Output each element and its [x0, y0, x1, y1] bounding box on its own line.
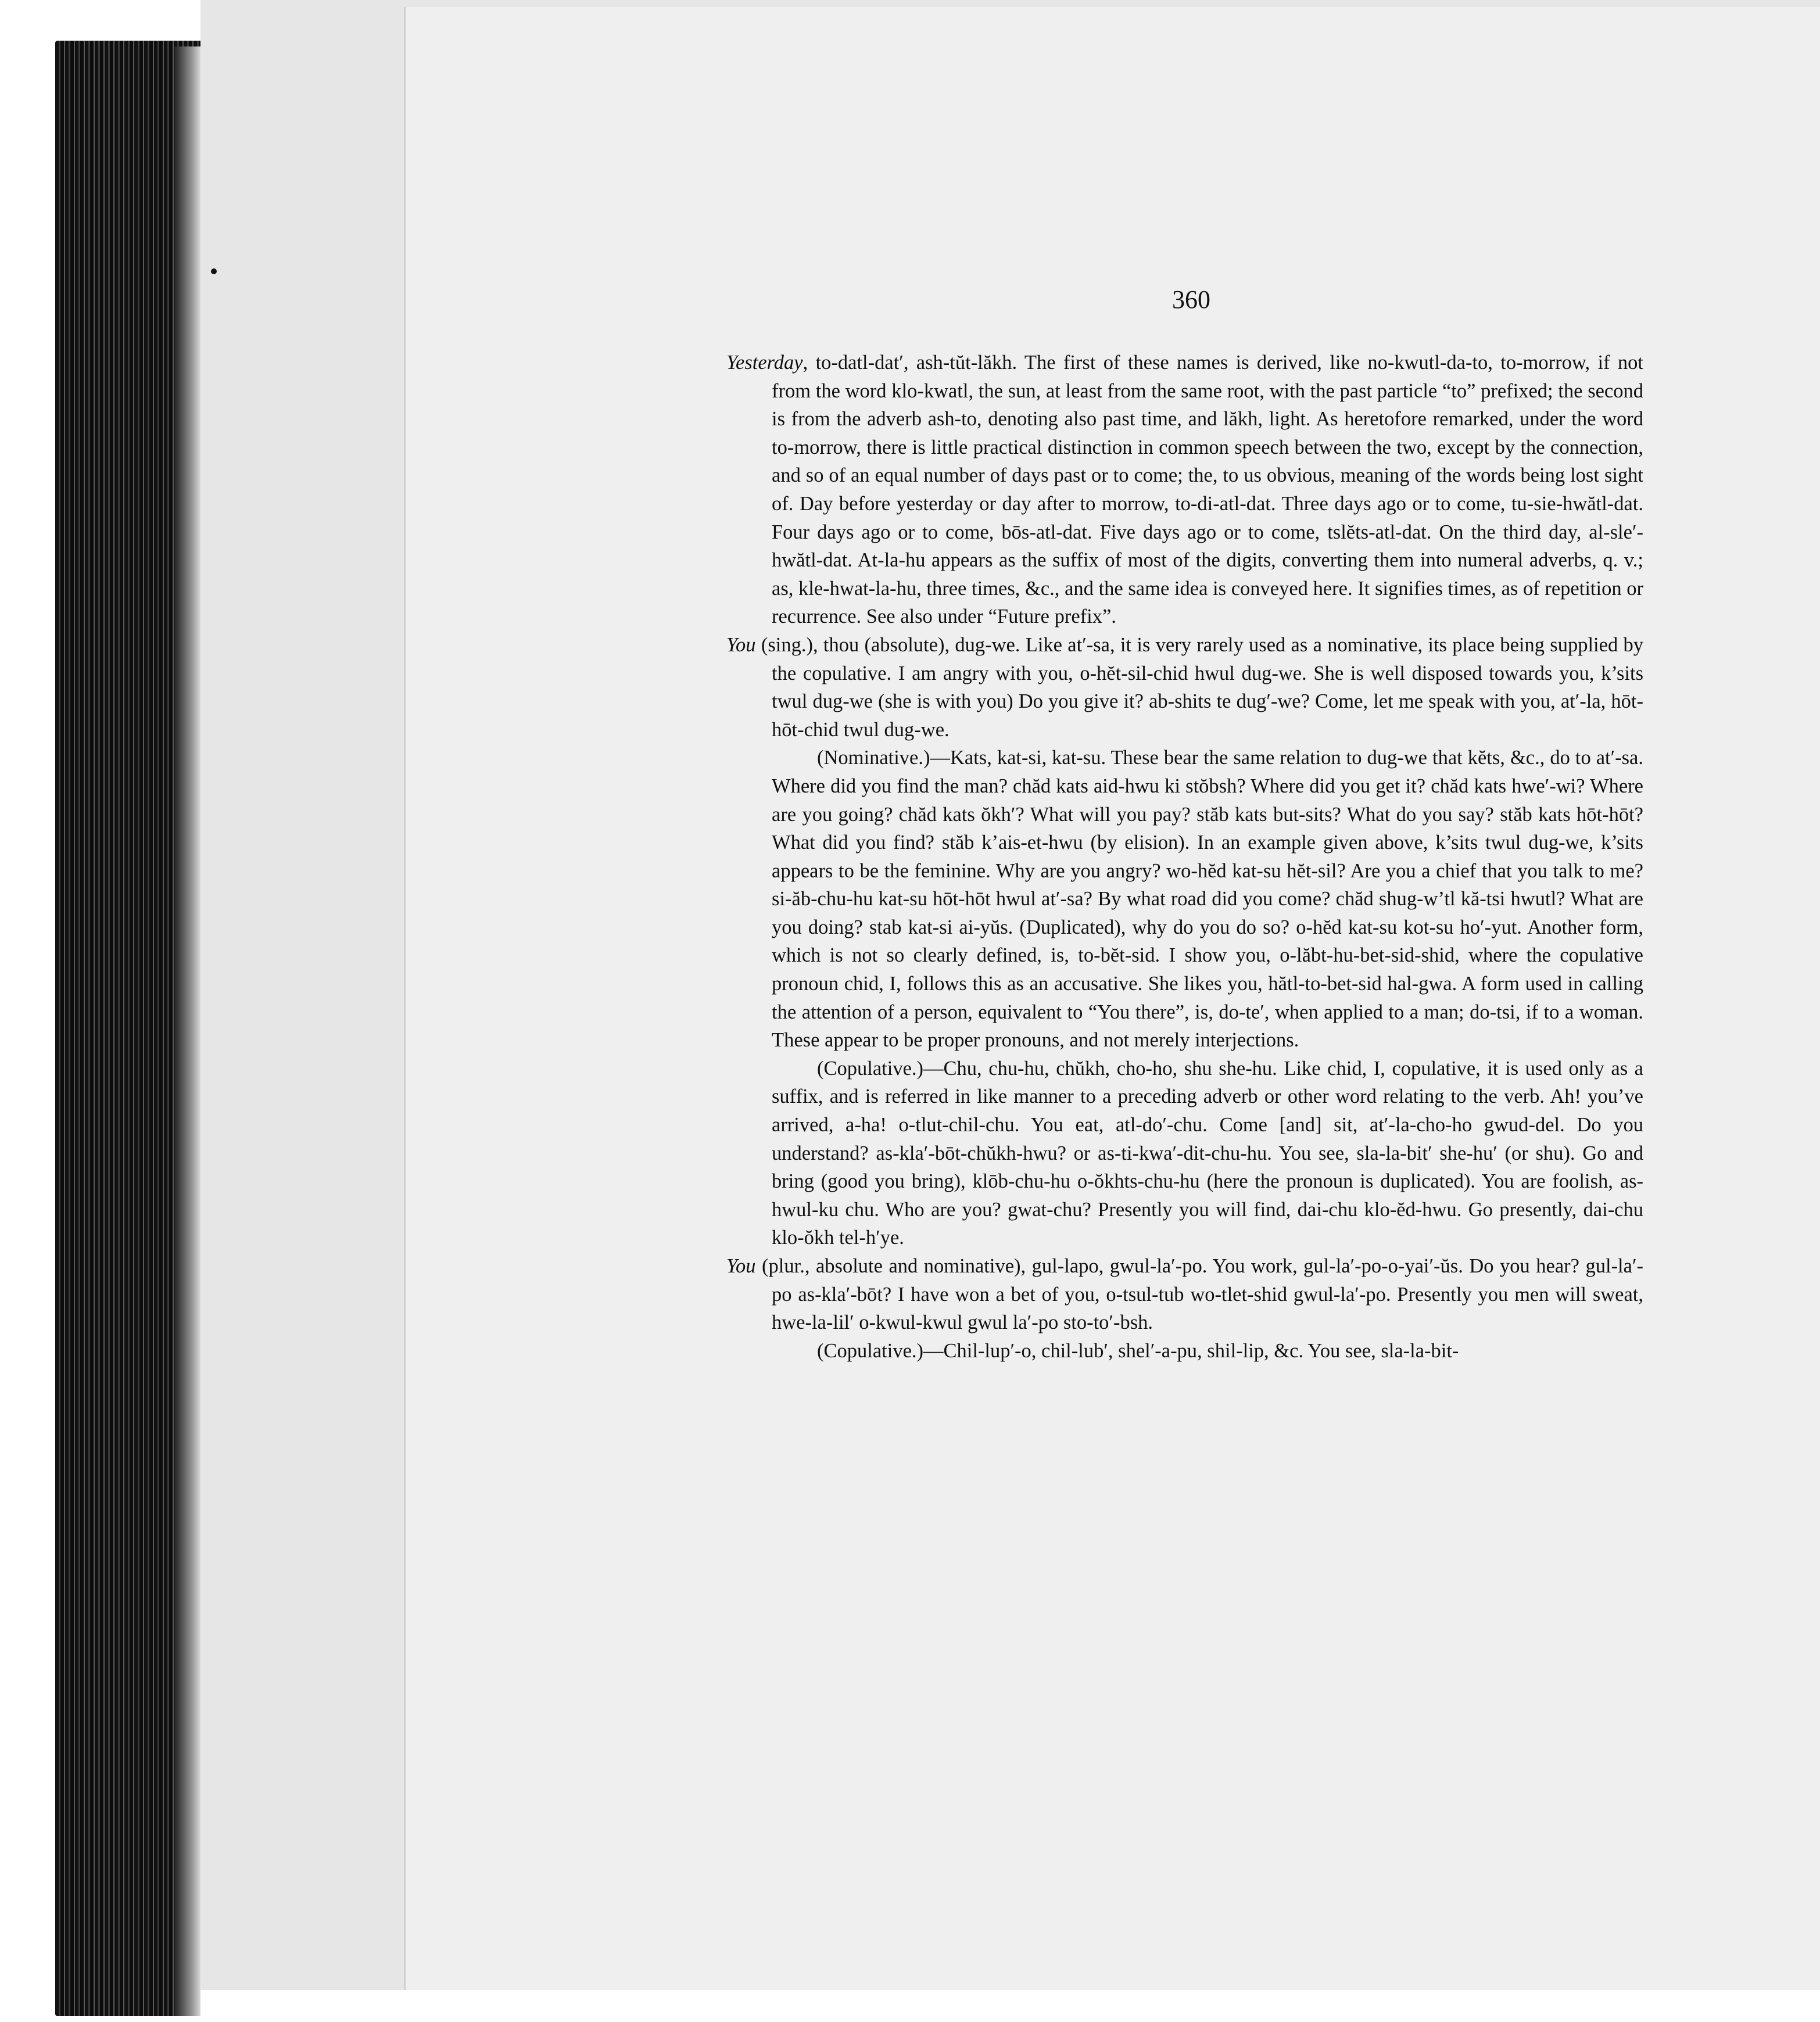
book-spine-shadow	[174, 46, 200, 2016]
entry-headword: Yesterday	[726, 352, 803, 374]
sub-paragraph-copulative: (Copulative.)—Chu, chu-hu, chŭkh, cho-ho, shu she-hu. Like chid, I, copulative, it is used only as a suffix, and is referred in like manner to a preceding adverb or other word relating to the verb. Ah! you’ve arrived, a-ha! o-tlut-chil-chu. You eat, atl-do′-chu. Come [and] sit, at′-la-cho-ho gwud-del. Do you understand? as-kla′-bōt-chŭkh-hwu? or as-ti-kwa′-dit-chu-hu. You see, sla-la-bit′ she-hu′ (or shu). Go and bring (good you bring), klōb-chu-hu o-ŏkhts-chu-hu (here the pronoun is duplicated). You are foolish, as-hwul-ku chu. Who are you? gwat-chu? Presently you will find, dai-chu klo-ĕd-hwu. Go presently, dai-chu klo-ŏkh tel-h′ye.	[772, 1057, 1643, 1249]
page-bottom-edge	[200, 1990, 1820, 2022]
dictionary-text	[726, 349, 1643, 1365]
page-number: 360	[1172, 285, 1210, 314]
entry-text: (plur., absolute and nominative), gul-lapo, gwul-la′-po. You work, gul-la′-po-o-yai′-ŭs. Do you hear? gul-la′-po as-kla′-bōt? I have won a bet of you, o-tsul-tub wo-tlet-shid gwul-la′-po. Presently you men will sweat, hwe-la-lil′ o-kwul-kwul gwul la′-po sto-to′-bsh.	[755, 1255, 1643, 1334]
entry-text: , to-datl-dat′, ash-tŭt-lăkh. The first of these names is derived, like no-kwutl-da-to, to-morrow, if not from the word klo-kwatl, the sun, at least from the same root, with the past particle “to” prefixed; the second is from the adverb ash-to, denoting also past time, and lăkh, light. As heretofore remarked, under the word to-morrow, there is little practical distinction in common speech between the two, except by the connection, and so of an equal number of days past or to come; the, to us obvious, meaning of the words being lost sight of. Day before yesterday or day after to morrow, to-di-atl-dat. Three days ago or to come, tu-sie-hwătl-dat. Four days ago or to come, bōs-atl-dat. Five days ago or to come, tslĕts-atl-dat. On the third day, al-sle′-hwătl-dat. At-la-hu appears as the suffix of most of the digits, converting them into numeral adverbs, q. v.; as, kle-hwat-la-hu, three times, &c., and the same idea is conveyed here. It signifies times, as of repetition or recurrence. See also under “Future prefix”.	[772, 352, 1643, 628]
sub-paragraph-nominative: (Nominative.)—Kats, kat-si, kat-su. These bear the same relation to dug-we that kĕts, &c., do to at′-sa. Where did you find the man? chăd kats aid-hwu ki stŏbsh? Where did you get it? chăd kats hwe′-wi? Where are you going? chăd kats ŏkh′? What will you pay? stăb kats but-sits? What do you say? stăb kats hōt-hōt? What did you find? stăb k’ais-et-hwu (by elision). In an example given above, k’sits twul dug-we, k’sits appears to be the feminine. Why are you angry? wo-hĕd kat-su hĕt-sil? Are you a chief that you talk to me? si-ăb-chu-hu kat-su hōt-hōt hwul at′-sa? By what road did you come? chăd shug-w’tl kă-tsi hwutl? What are you doing? stab kat-si ai-yŭs. (Duplicated), why do you do so? o-hĕd kat-su kot-su ho′-yut. Another form, which is not so clearly defined, is, to-bĕt-sid. I show you, o-lăbt-hu-bet-sid-shid, where the copulative pronoun chid, I, follows this as an accusative. She likes you, hătl-to-bet-sid hal-gwa. A form used in calling the attention of a person, equivalent to “You there”, is, do-te′, when applied to a man; do-tsi, if to a woman. These appear to be proper pronouns, and not merely interjections.	[772, 747, 1643, 1052]
entry-you-plural	[726, 1252, 1643, 1337]
entry-you-singular	[726, 631, 1643, 744]
margin-mark	[211, 268, 217, 274]
entry-text: (sing.), thou (absolute), dug-we. Like at′-sa, it is very rarely used as a nominative, its place being supplied by the copulative. I am angry with you, o-hĕt-sil-chid hwul dug-we. She is well disposed towards you, k’sits twul dug-we (she is with you) Do you give it? ab-shits te dug′-we? Come, let me speak with you, at′-la, hōt-hōt-chid twul dug-we.	[755, 633, 1643, 741]
entry-headword: You	[726, 1255, 756, 1277]
sub-paragraph-copulative-plural: (Copulative.)—Chil-lup′-o, chil-lub′, shel′-a-pu, shil-lip, &c. You see, sla-la-bit-	[817, 1339, 1459, 1362]
entry-headword: You	[726, 633, 756, 656]
entry-yesterday	[726, 349, 1643, 631]
